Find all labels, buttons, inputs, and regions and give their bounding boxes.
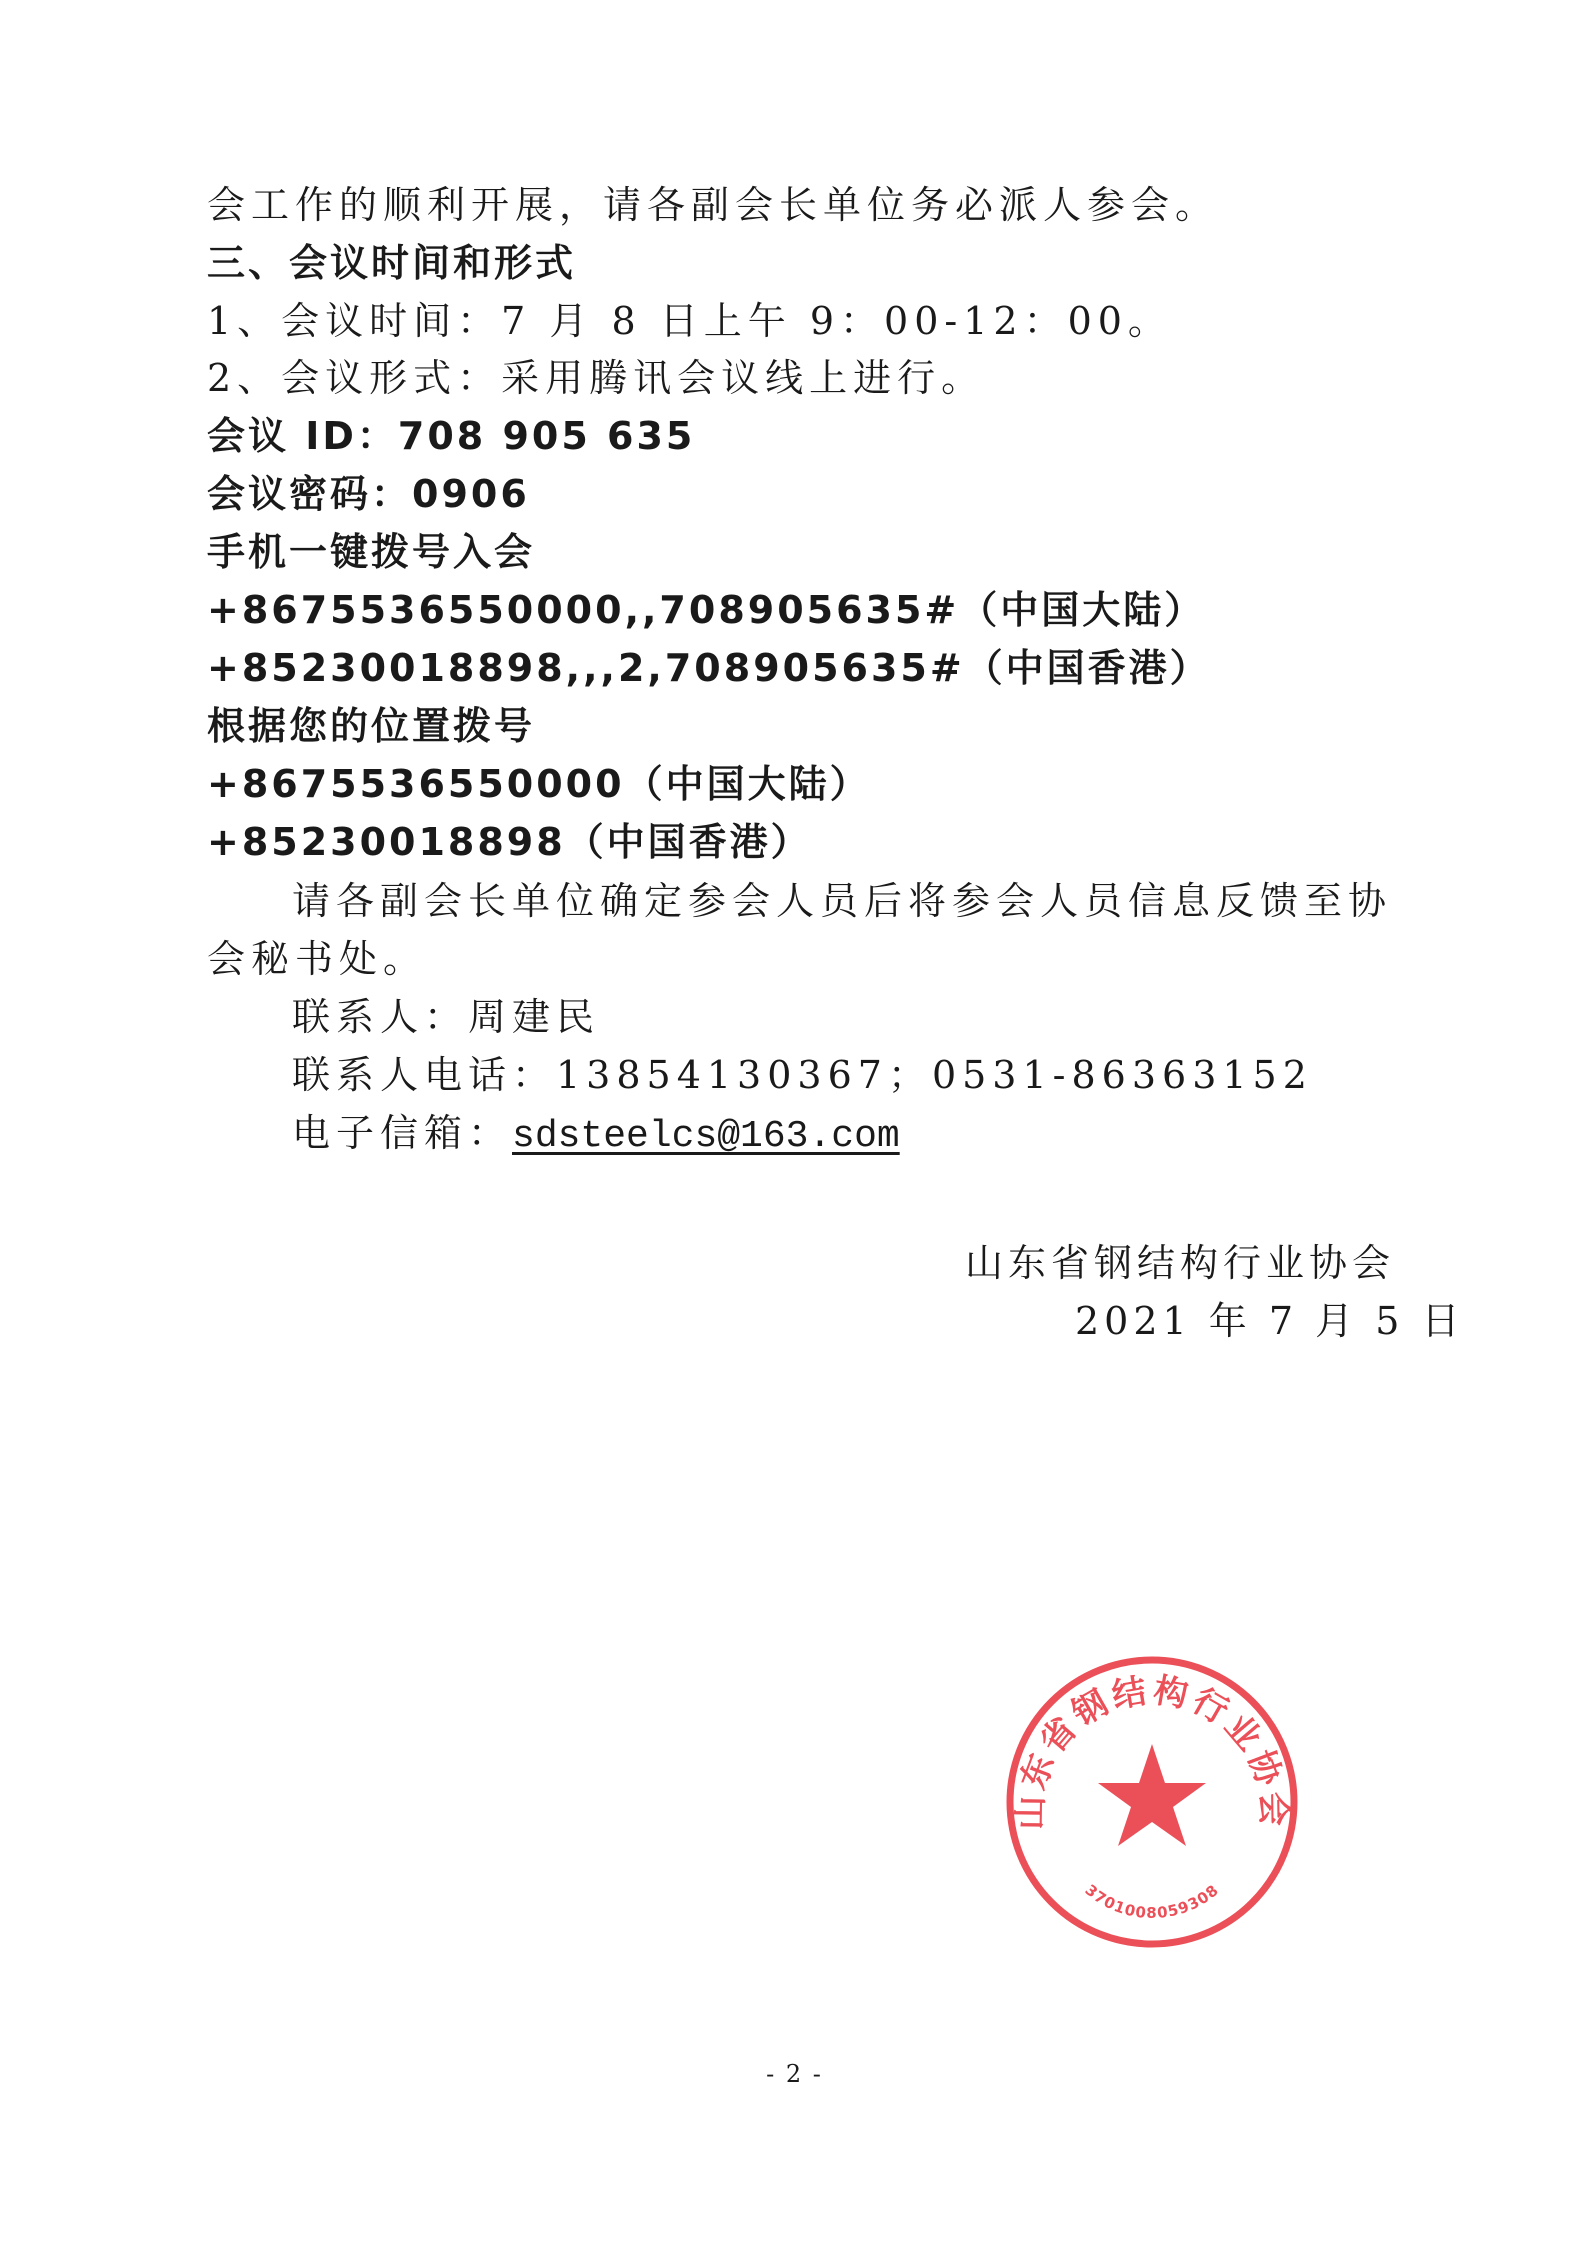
contact-person: 联系人：周建民 xyxy=(292,995,601,1039)
paragraph-continuation: 会工作的顺利开展，请各副会长单位务必派人参会。 xyxy=(207,183,1220,227)
feedback-paragraph-line-1: 请各副会长单位确定参会人员后将参会人员信息反馈至协 xyxy=(292,879,1393,923)
signature-date: 2021 年 7 月 5 日 xyxy=(1075,1299,1465,1343)
seal-star-icon xyxy=(1098,1744,1206,1846)
signature-organization: 山东省钢结构行业协会 xyxy=(965,1241,1396,1285)
location-number-hongkong: +85230018898（中国香港） xyxy=(207,820,812,864)
location-dial-heading: 根据您的位置拨号 xyxy=(207,704,536,748)
seal-text: 山东省钢结构行业协会 xyxy=(1010,1670,1294,1831)
dial-number-mainland: +8675536550000,,708905635#（中国大陆） xyxy=(207,588,1206,632)
meeting-time-line: 1、会议时间：7 月 8 日上午 9：00-12：00。 xyxy=(207,299,1172,343)
feedback-paragraph-line-2: 会秘书处。 xyxy=(207,937,428,981)
dial-number-hongkong: +85230018898,,,2,708905635#（中国香港） xyxy=(207,646,1211,690)
contact-phone: 联系人电话：13854130367；0531-86363152 xyxy=(292,1053,1313,1097)
email-link[interactable]: sdsteelcs@163.com xyxy=(512,1115,900,1158)
section-heading: 三、会议时间和形式 xyxy=(207,241,577,285)
meeting-id-line: 会议 ID：708 905 635 xyxy=(207,414,696,458)
location-number-mainland: +8675536550000（中国大陆） xyxy=(207,762,871,806)
seal-code: 3701008059308 xyxy=(1081,1880,1223,1922)
contact-email-line xyxy=(292,1108,900,1162)
email-label: 电子信箱： xyxy=(292,1111,513,1155)
meeting-format-line: 2、会议形式：采用腾讯会议线上进行。 xyxy=(207,356,986,400)
page-number: - 2 - xyxy=(766,2060,823,2088)
official-seal xyxy=(1002,1652,1302,1952)
one-tap-dial-heading: 手机一键拨号入会 xyxy=(207,530,536,574)
meeting-password-line: 会议密码：0906 xyxy=(207,472,530,516)
